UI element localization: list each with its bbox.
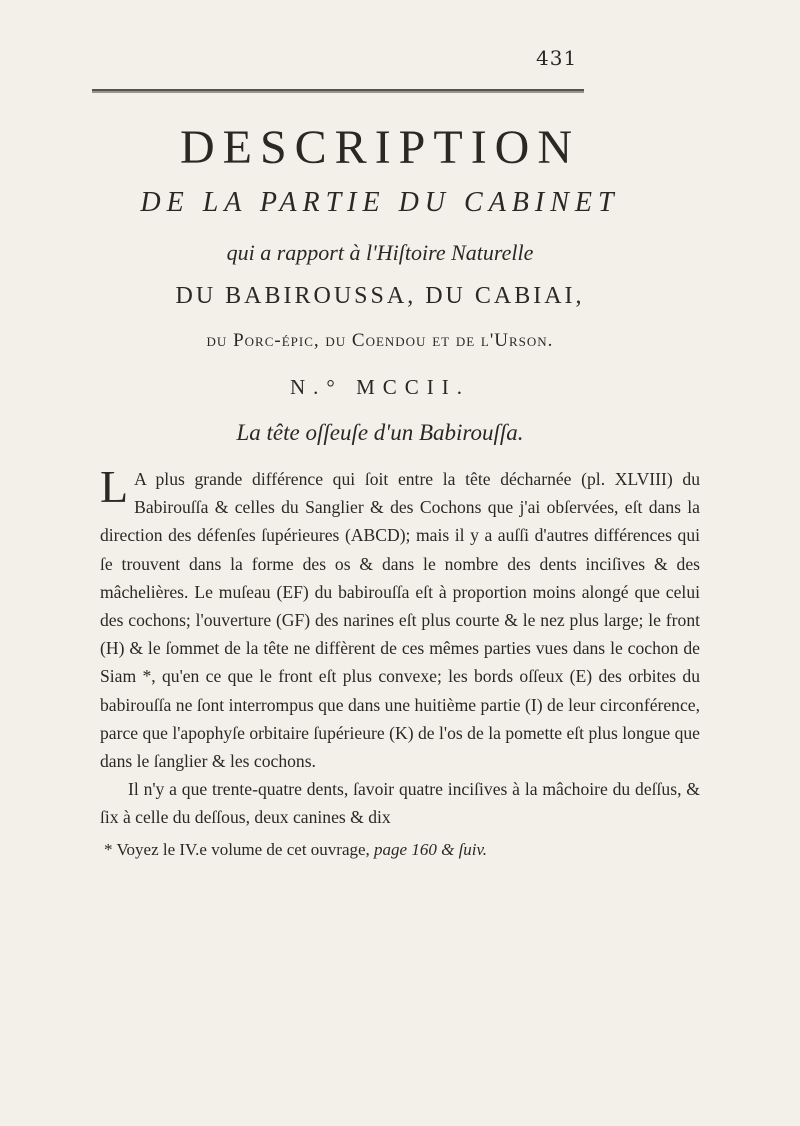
drop-cap: L	[100, 461, 129, 512]
relation-line: qui a rapport à l'Hiſtoire Naturelle	[226, 240, 534, 265]
footnote	[104, 840, 704, 860]
header-rule	[92, 89, 584, 93]
animals-line-2: du Porc-épic, du Coendou et de l'Urson.	[206, 330, 554, 351]
section-title: La tête oſſeuſe d'un Babirouſſa.	[236, 420, 524, 445]
footnote-reference: page 160 & ſuiv.	[374, 840, 488, 859]
footnote-marker: *	[104, 840, 113, 859]
paragraph-1-text: A plus grande différence qui ſoit entre la tête décharnée (pl. XLVIII) du Babirouſſa & celles du Sanglier & des Cochons que j'ai obſervées, eſt dans la direction des défenſes ſupérieures (ABCD); mais il y a auſſi d'autres différences qui ſe trouvent dans la forme des os & dans le nombre des dents inciſives & des mâchelières. Le muſeau (EF) du babirouſſa eſt à proportion moins alongé que celui des cochons; l'ouverture (GF) des narines eſt plus courte & le nez plus large; le front (H) & le ſommet de la tête ne diffèrent de ces mêmes parties vues dans le cochon de Siam *, qu'en ce que le front eſt plus convexe; les bords oſſeux (E) des orbites du babirouſſa ne ſont interrompus que dans une huitième partie (I) de leur circonférence, parce que l'apophyſe orbitaire ſupérieure (K) de l'os de la pomette eſt plus longue que dans le ſanglier & les cochons.	[100, 469, 700, 772]
catalogue-number: N.° MCCII.	[290, 375, 470, 399]
page-number: 431	[536, 46, 578, 70]
paragraph-1	[100, 461, 700, 775]
paragraph-2: Il n'y a que trente-quatre dents, ſavoir quatre inciſives à la mâchoire du deſſus, & ſix à celle du deſſous, deux canines & dix	[100, 779, 700, 828]
footnote-text: Voyez le IV.e volume de cet ouvrage,	[116, 840, 370, 859]
sub-title: DE LA PARTIE DU CABINET	[140, 187, 620, 218]
main-title: DESCRIPTION	[179, 121, 581, 174]
body-text	[100, 461, 700, 832]
animals-line-1: DU BABIROUSSA, DU CABIAI,	[175, 283, 585, 309]
